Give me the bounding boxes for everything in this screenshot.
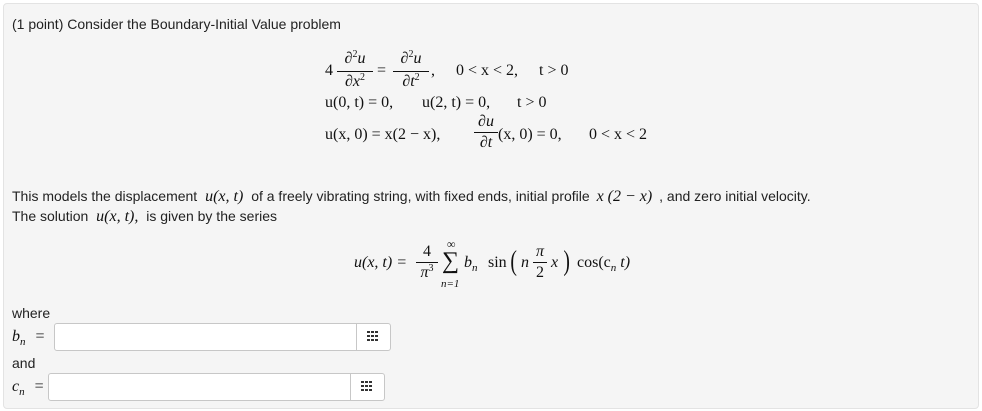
- bc-time: t > 0: [517, 94, 547, 111]
- series-bn: $b_n$: [464, 254, 478, 274]
- left-paren: (: [510, 246, 517, 277]
- equation-palette-icon: [367, 331, 379, 341]
- ic-displacement: u(x, 0) = x(2 − x),: [325, 126, 441, 143]
- where-label: where: [12, 305, 51, 321]
- pde-lhs-fraction: ∂$^2$u $\partial x^2$: [337, 50, 373, 93]
- series-coefficient-fraction: 4 $\pi^3$: [416, 243, 438, 284]
- and-label: and: [12, 355, 36, 371]
- series-x: x: [551, 254, 559, 271]
- description-line-2: The solution u(x, t), is given by the series: [12, 208, 277, 225]
- pi-over-two-fraction: π 2: [533, 243, 547, 282]
- sum-upper-limit: ∞: [447, 237, 456, 251]
- pde-coefficient: 4: [325, 62, 333, 79]
- cn-palette-button[interactable]: [350, 373, 384, 401]
- bn-answer-input[interactable]: [54, 323, 391, 351]
- ic-velocity-fraction: ∂u ∂t: [474, 113, 498, 152]
- bn-palette-button[interactable]: [356, 323, 390, 351]
- pde-comma: ,: [431, 62, 435, 79]
- series-lhs: u(x, t) =: [354, 254, 407, 271]
- series-cos: $\cos(c_n$ t): [577, 254, 631, 274]
- pde-domain: 0 < x < 2,: [456, 62, 519, 79]
- description-line-1: This models the displacement u(x, t) of a freely vibrating string, with fixed ends, initial profile x (2 − x) , and zero initial velocity.: [12, 188, 811, 205]
- ic-domain: 0 < x < 2: [589, 126, 648, 143]
- ic-velocity-rest: (x, 0) = 0,: [498, 126, 562, 143]
- pde-rhs-fraction: ∂$^2$u $\partial t^2$: [393, 50, 429, 93]
- pde-equals: =: [377, 62, 387, 79]
- bn-label: $b_n$ =: [12, 328, 45, 348]
- sum-lower-limit: n=1: [441, 278, 460, 290]
- summation-symbol: ∑: [442, 248, 460, 274]
- cn-answer-input[interactable]: [48, 373, 385, 401]
- cn-label: $c_n$ =: [12, 378, 44, 398]
- bc-left: u(0, t) = 0,: [325, 94, 394, 111]
- pde-time: t > 0: [539, 62, 569, 79]
- equation-palette-icon: [361, 381, 373, 391]
- series-n: n: [521, 254, 529, 271]
- problem-header: (1 point) Consider the Boundary-Initial Value problem: [12, 16, 341, 32]
- right-paren: ): [563, 246, 570, 277]
- bc-right: u(2, t) = 0,: [422, 94, 491, 111]
- series-sin: sin: [488, 254, 507, 271]
